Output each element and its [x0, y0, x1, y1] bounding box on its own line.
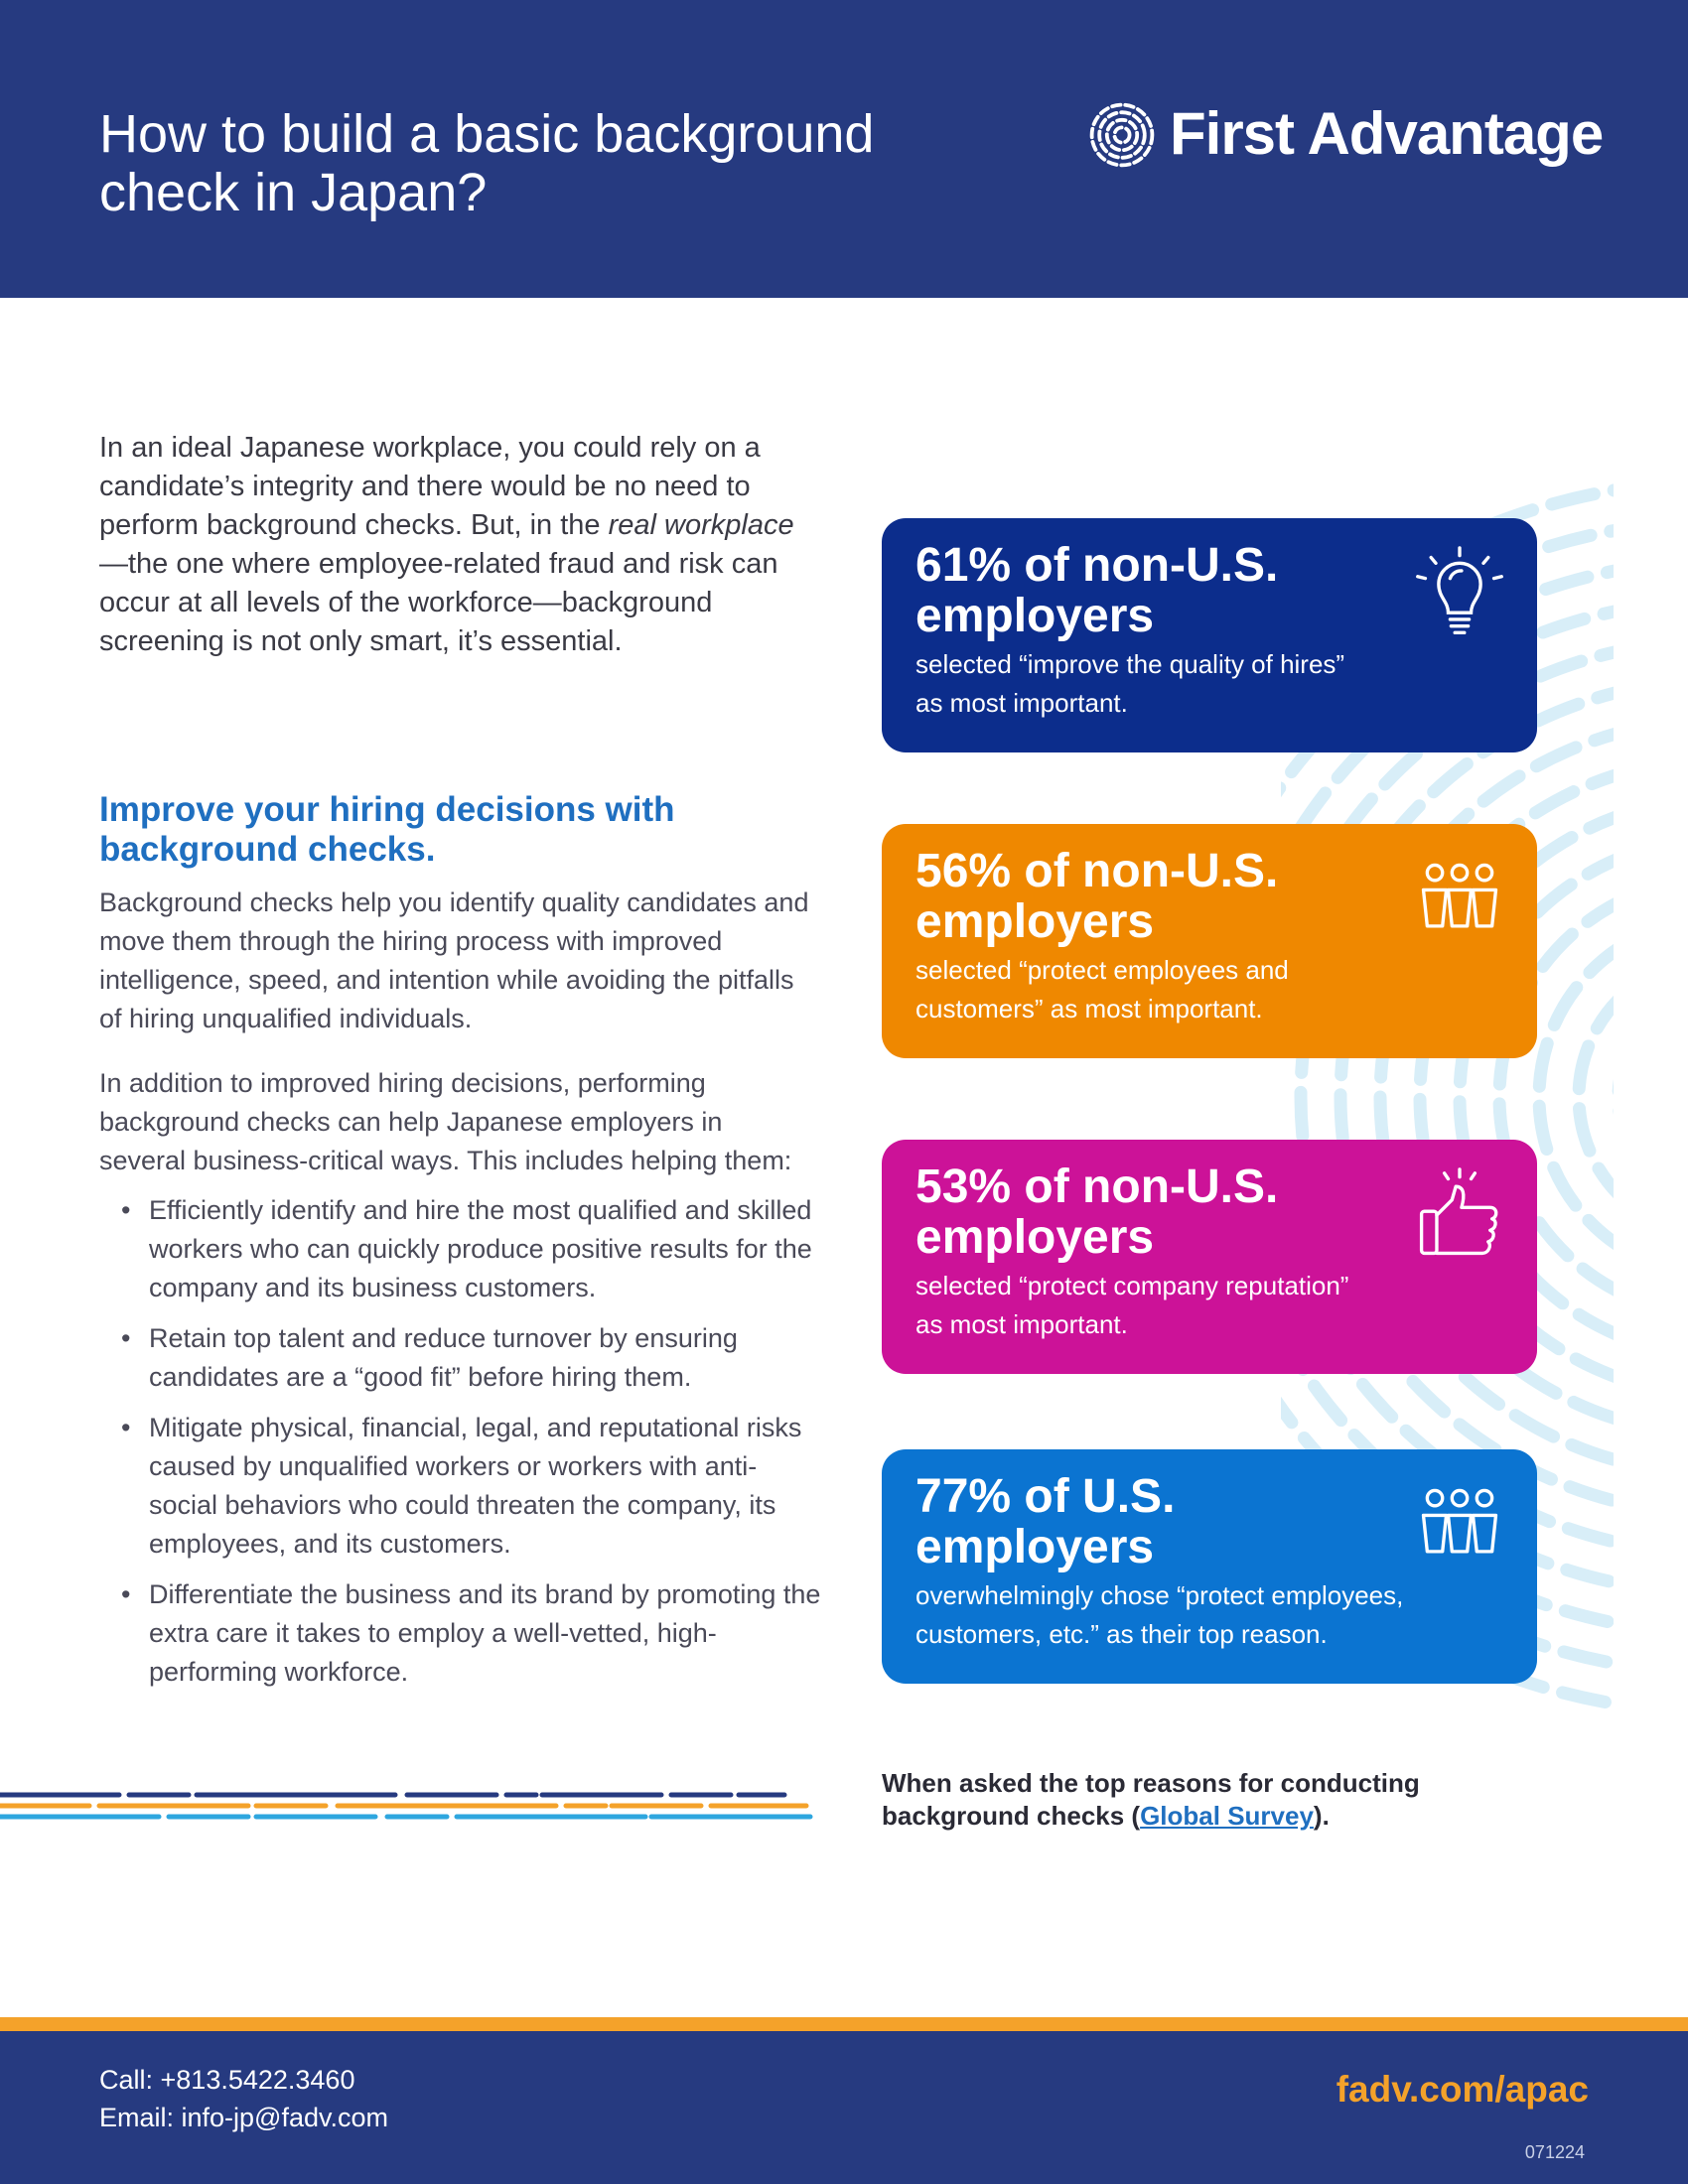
caption-end: ). [1313, 1801, 1330, 1831]
intro-part-2: —the one where employee-related fraud and risk can occur at all levels of the workforce—background screening is not only smart, it’s essential. [99, 548, 778, 657]
list-item-text: Mitigate physical, financial, legal, and reputational risks caused by unqualified workers or workers with anti-social behaviors who could threaten the company, its employees, and its customers. [149, 1413, 802, 1559]
stat-card-quality-of-hires [882, 518, 1537, 752]
stat-card-protect-employees [882, 824, 1537, 1058]
survey-caption [882, 1767, 1497, 1833]
section-paragraph-1: Background checks help you identify quality candidates and move them through the hiring process with improved intelligence, speed, and intention while avoiding the pitfalls of hiring unqualified individuals. [99, 887, 809, 1033]
email-address[interactable]: Email: info-jp@fadv.com [99, 2103, 389, 2132]
intro-emphasis: real workplace [608, 509, 794, 541]
people-group-icon [1412, 1477, 1507, 1572]
stat-description: overwhelmingly chose “protect employees, customers, etc.” as their top reason. [915, 1580, 1404, 1649]
bullet-marker: • [121, 1413, 131, 1442]
benefits-list [99, 1191, 824, 1704]
list-item [99, 1319, 824, 1397]
bullet-marker: • [121, 1323, 131, 1353]
stat-card-us-employers [882, 1449, 1537, 1684]
section-heading: Improve your hiring decisions with background checks. [99, 790, 675, 869]
stat-card-company-reputation [882, 1140, 1537, 1374]
page-title: How to build a basic background check in Japan? [99, 104, 875, 223]
decorative-stripes [0, 1791, 814, 1825]
stat-headline: 77% of U.S. employers [915, 1470, 1176, 1573]
list-item [99, 1409, 824, 1564]
global-survey-link[interactable]: Global Survey [1140, 1801, 1314, 1831]
list-item [99, 1191, 824, 1307]
list-item-text: Differentiate the business and its brand by promoting the extra care it takes to employ a well-vetted, high-performing workforce. [149, 1579, 821, 1687]
people-group-icon [1412, 852, 1507, 947]
caption-text: When asked the top reasons for conducting background checks ( [882, 1768, 1420, 1831]
stat-headline: 56% of non-U.S. employers [915, 845, 1279, 948]
stat-headline: 53% of non-U.S. employers [915, 1160, 1279, 1264]
bullet-marker: • [121, 1195, 131, 1225]
intro-paragraph [99, 429, 814, 661]
intro-part-1: In an ideal Japanese workplace, you could rely on a candidate’s integrity and there would be no need to perform background checks. But, in the [99, 432, 761, 541]
list-item-text: Efficiently identify and hire the most qualified and skilled workers who can quickly produce positive results for the company and its business customers. [149, 1195, 812, 1302]
brand-name: First Advantage [1170, 100, 1604, 167]
list-item-text: Retain top talent and reduce turnover by ensuring candidates are a “good fit” before hiring them. [149, 1323, 738, 1392]
thumbs-up-icon [1412, 1167, 1507, 1263]
stat-description: selected “improve the quality of hires” as most important. [915, 649, 1345, 718]
page-header [0, 0, 1688, 298]
stat-description: selected “protect employees and customers” as most important. [915, 955, 1289, 1024]
document-code: 071224 [1524, 2142, 1585, 2162]
contact-info [99, 2061, 388, 2136]
section-paragraph-2: In addition to improved hiring decisions, performing background checks can help Japanese employers in several business-critical ways. This includes helping them: [99, 1068, 792, 1175]
brand-logo [1084, 95, 1604, 173]
stat-headline: 61% of non-U.S. employers [915, 539, 1279, 642]
fingerprint-icon [1084, 97, 1160, 173]
page-footer [0, 2031, 1688, 2184]
list-item [99, 1575, 824, 1692]
phone-number[interactable]: Call: +813.5422.3460 [99, 2065, 355, 2095]
bullet-marker: • [121, 1579, 131, 1609]
stat-description: selected “protect company reputation” as most important. [915, 1271, 1349, 1339]
lightbulb-icon [1412, 546, 1507, 641]
footer-accent-bar [0, 2017, 1688, 2031]
website-link[interactable]: fadv.com/apac [1336, 2069, 1589, 2110]
